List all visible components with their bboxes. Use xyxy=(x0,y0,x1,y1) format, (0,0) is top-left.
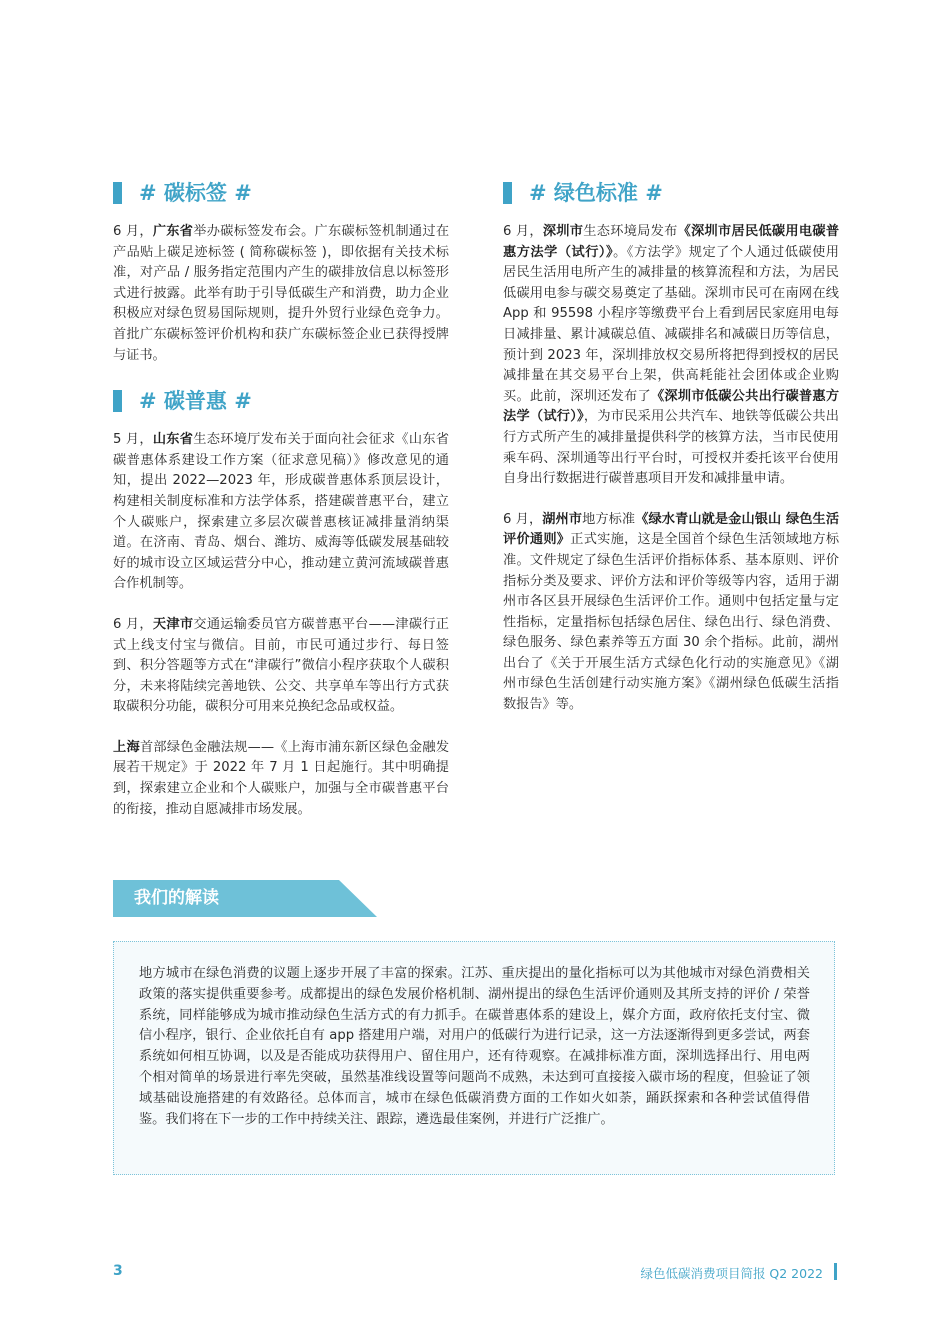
paragraph-shanghai: 上海首部绿色金融法规——《上海市浦东新区绿色金融发展若干规定》于 2022 年 7 月 1 日起施行。其中明确提到，探索建立企业和个人碳账户，加强与全市碳普惠平台的衔接，推动自愿减排市场发展。 xyxy=(113,739,450,817)
section-heading-carbon-label xyxy=(113,178,449,208)
interpretation-text: 地方城市在绿色消费的议题上逐步开展了丰富的探索。江苏、重庆提出的量化指标可以为其他城市对绿色消费相关政策的落实提供重要参考。成都提出的绿色发展价格机制、湖州提出的绿色生活评价通则及其所支持的评价 / 荣誉系统，同样能够成为城市推动绿色生活方式的有力抓手。在碳普惠体系的建设上，媒介方面，政府依托支付宝、微信小程序，银行、企业依托自有 app 搭建用户端，对用户的低碳行为进行记录，这一方法逐渐得到更多尝试，两套系统如何相互协调，以及是否能成功获得用户、留住用户，还有待观察。在减排标准方面，深圳选择出行、用电两个相对简单的场景进行率先突破，虽然基准线设置等问题尚不成熟，未达到可直接接入碳市场的程度，但验证了领域基础设施搭建的有效路径。总体而言，城市在绿色低碳消费方面的工作如火如荼，踊跃探索和各种尝试值得借鉴。我们将在下一步的工作中持续关注、跟踪，遴选最佳案例，并进行广泛推广。 xyxy=(139,966,810,1127)
paragraph-guangdong: 6 月，广东省举办碳标签发布会。广东碳标签机制通过在产品贴上碳足迹标签 ( 简称碳标签 )，即依据有关技术标准，对产品 / 服务指定范围内产生的碳排放信息以标签形式进行披露。此举有助于引导低碳生产和消费，助力企业积极应对绿色贸易国际规则，提升外贸行业绿色竞争力。首批广东碳标签评价机构和获广东碳标签企业已获得授牌与证书。 xyxy=(113,224,450,363)
paragraph-huzhou: 6 月，湖州市地方标准《绿水青山就是金山银山 绿色生活评价通则》正式实施，这是全国首个绿色生活领域地方标准。文件规定了绿色生活评价指标体系、基本原则、评价指标分类及要求、评价方法和评价等级等内容，适用于湖州市各区县开展绿色生活评价工作。通则中包括定量与定性指标，定量指标包括绿色居住、绿色出行、绿色消费、绿色服务、绿色素养等五方面 30 余个指标。此前，湖州出台了《关于开展生活方式绿色化行动的实施意见》《湖州市绿色生活创建行动实施方案》《湖州绿色低碳生活指数报告》等。 xyxy=(503,511,840,713)
interpretation-title: 我们的解读 xyxy=(134,888,219,908)
footer-title: 绿色低碳消费项目简报 Q2 2022 xyxy=(640,1266,823,1281)
right-column xyxy=(503,178,839,736)
section-title: # 碳标签 # xyxy=(139,181,252,205)
heading-accent-bar xyxy=(113,390,122,412)
paragraph-shandong: 5 月，山东省生态环境厅发布关于面向社会征求《山东省碳普惠体系建设工作方案（征求意见稿）》修改意见的通知，提出 2022—2023 年，形成碳普惠体系顶层设计，构建相关制度标准和方法学体系，搭建碳普惠平台，建立个人碳账户，探索建立多层次碳普惠核证减排量消纳渠道。在济南、青岛、烟台、潍坊、威海等低碳发展基础较好的城市设立区域运营分中心，推动建立黄河流域碳普惠合作机制等。 xyxy=(113,432,450,592)
paragraph-shenzhen: 6 月，深圳市生态环境局发布《深圳市居民低碳用电碳普惠方法学（试行）》。《方法学》规定了个人通过低碳使用居民生活用电所产生的减排量的核算流程和方法，为居民低碳用电参与碳交易奠定了基础。深圳市民可在南网在线 App 和 95598 小程序等缴费平台上看到居民家庭用电每日减排量、累计减碳总值、减碳排名和减碳日历等信息，预计到 2023 年，深圳排放权交易所将把得到授权的居民减排量在其交易平台上架，供高耗能社会团体或企业购买。此前，深圳还发布了《深圳市低碳公共出行碳普惠方法学（试行）》，为市民采用公共汽车、地铁等低碳公共出行方式所产生的减排量提供科学的核算方法，当市民使用乘车码、深圳通等出行平台时，可授权并委托该平台使用自身出行数据进行碳普惠项目开发和减排量申请。 xyxy=(503,224,840,487)
bold-place: 山东省 xyxy=(152,432,194,448)
section-title: # 绿色标准 # xyxy=(529,181,663,205)
interpretation-box xyxy=(113,941,835,1175)
section-heading-carbon-inclusive xyxy=(113,386,449,416)
heading-accent-bar xyxy=(503,182,512,204)
paragraph-tianjin: 6 月，天津市交通运输委员官方碳普惠平台——津碳行正式上线支付宝与微信。目前，市民可通过步行、每日签到、积分答题等方式在“津碳行”微信小程序获取个人碳积分，未来将陆续完善地铁、公交、共享单车等出行方式获取碳积分功能，碳积分可用来兑换纪念品或权益。 xyxy=(113,616,449,715)
bold-place: 上海 xyxy=(113,739,140,755)
section-title: # 碳普惠 # xyxy=(139,389,252,414)
section-heading-green-standard xyxy=(503,178,839,208)
heading-accent-bar xyxy=(113,182,122,204)
footer-accent-bar xyxy=(834,1263,837,1280)
bold-place: 广东省 xyxy=(152,224,194,239)
bold-place: 天津市 xyxy=(152,616,194,632)
left-column xyxy=(113,178,449,840)
interpretation-banner xyxy=(113,880,377,917)
page-number: 3 xyxy=(113,1263,123,1279)
